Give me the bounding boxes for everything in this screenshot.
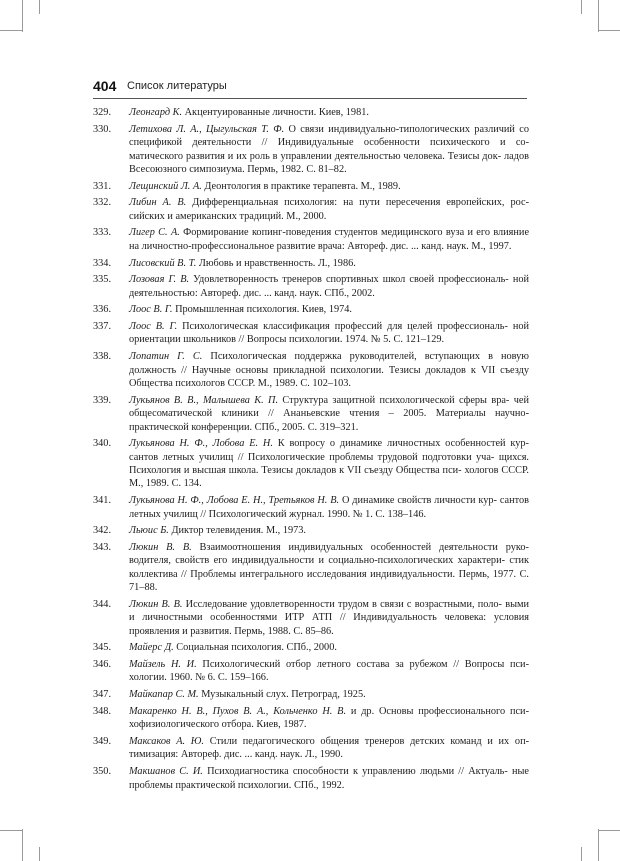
reference-line: хофизиологического отбора. Киев, 1987. (129, 719, 307, 731)
crop-mark (39, 0, 40, 14)
reference-number: 330. (93, 123, 112, 135)
reference-number: 338. (93, 351, 112, 363)
reference-line: Формирование копинг-поведения студентов медицинского вуза и его (183, 227, 490, 239)
reference-line: сантов летных училищ // Психологические проблемы трудовой подготовки уча- (129, 451, 495, 463)
reference-authors: Льюис Б. (129, 525, 169, 537)
reference-line: Акцентуированные личности. Киев, 1981. (184, 107, 369, 118)
reference-line: Психологический отбор летного состава за рубежом // Вопросы пси- (202, 659, 529, 671)
reference-item (93, 303, 529, 316)
reference-line: Деонтология в практике терапевта. М., 1989. (204, 180, 401, 192)
reference-line: наук. М., 1997. (446, 240, 512, 252)
reference-line: О динамике свойств личности кур- (342, 495, 497, 507)
reference-text (129, 641, 529, 654)
reference-number: 347. (93, 689, 112, 701)
reference-item (93, 196, 529, 223)
reference-authors: Максаков А. Ю. (129, 736, 204, 747)
reference-item (93, 765, 529, 792)
reference-number: 333. (93, 227, 112, 239)
reference-line: матического развития и их роль в управлении деятельностью человека. Тезисы док- (129, 150, 502, 162)
reference-line: Музыкальный слух. Петроград, 1925. (201, 689, 366, 701)
reference-authors: Лоос В. Г. (129, 321, 178, 333)
reference-authors: Майерс Д. (129, 642, 174, 654)
reference-item (93, 524, 529, 537)
reference-item (93, 541, 529, 595)
reference-text (129, 494, 529, 521)
reference-line: сантов летных училищ // Психологический журнал. 1990. № 1. С. 138–146. (129, 495, 529, 520)
reference-text (129, 598, 529, 638)
reference-item (93, 320, 529, 347)
reference-item (93, 226, 529, 253)
crop-mark (598, 30, 620, 31)
reference-line: со спецификой деятельности // Индивидуальные особенности психического и со- (129, 123, 530, 149)
reference-item (93, 123, 529, 177)
reference-number: 343. (93, 541, 112, 553)
reference-item (93, 394, 529, 434)
crop-mark (581, 0, 582, 14)
reference-line: Диктор телевидения. М., 1973. (171, 525, 307, 537)
reference-number: 329. (93, 107, 112, 118)
reference-line: Удовлетворенность тренеров спортивных школ своей профессиональ- (193, 274, 509, 286)
page-number: 404 (93, 78, 117, 94)
reference-line: Стили педагогического общения тренеров детских команд и их оп- (209, 736, 530, 747)
reference-line: тимизация: Автореф. дис. ... канд. наук. Л., 1990. (129, 749, 343, 761)
crop-mark (0, 830, 22, 831)
reference-text (129, 524, 529, 537)
reference-number: 348. (93, 705, 112, 717)
reference-number: 332. (93, 197, 112, 209)
reference-item (93, 688, 529, 701)
reference-text (129, 394, 529, 434)
reference-text (129, 688, 529, 701)
reference-line: щихся. Психология и высшая школа. Тезисы докладов к VII съезду Общества пси- (129, 451, 529, 477)
reference-line: водителя, свойств его индивидуальности и социально-психологических характери- (129, 555, 506, 567)
reference-item (93, 257, 529, 270)
reference-text (129, 180, 529, 193)
reference-line: хологов СССР. М., 1989. С. 134. (129, 465, 529, 490)
reference-line: ной ориентации школьников // Вопросы психологии. 1974. № 5. С. 121–129. (129, 321, 529, 346)
reference-line: Психологическая классификация профессий для целей профессиональ- (182, 321, 508, 333)
reference-number: 350. (93, 766, 112, 778)
reference-line: Исследование удовлетворенности трудом в связи с возрастными, поло- (185, 598, 502, 610)
reference-authors: Люкин В. В. (129, 598, 183, 610)
reference-text (129, 541, 529, 595)
reference-number: 344. (93, 598, 112, 610)
reference-item (93, 437, 529, 491)
reference-line: Пермь, 1977. С. 71–88. (129, 568, 530, 594)
reference-line: должность // Научные основы прикладной психологии. Тезисы докладов к VII съезду (129, 364, 529, 376)
reference-authors: Леонгард К. (129, 107, 183, 118)
reference-item (93, 106, 529, 119)
reference-text (129, 257, 529, 270)
reference-number: 335. (93, 274, 112, 286)
reference-item (93, 735, 529, 762)
reference-text (129, 658, 529, 685)
reference-text (129, 320, 529, 347)
crop-mark (598, 829, 599, 861)
reference-line: практической конференции. СПб., 2005. С. 319–321. (129, 421, 359, 433)
reference-line: выми и личностными особенностями ИТР АТП // Индивидуальность человека: (129, 598, 530, 624)
reference-line: хологии. 1960. № 6. С. 159–166. (129, 672, 269, 684)
reference-authors: Лоос В. Г. (129, 304, 173, 316)
reference-line: и др. Основы профессионального пси- (350, 705, 529, 717)
reference-line: ладов Всесоюзного симпозиума. Пермь, 1982. С. 81–82. (129, 150, 530, 175)
reference-item (93, 180, 529, 193)
reference-text (129, 765, 529, 792)
reference-authors: Майзель Н. И. (129, 659, 197, 671)
reference-item (93, 494, 529, 521)
reference-line: Общества психологов СССР. М., 1989. С. 102–103. (129, 377, 352, 389)
reference-authors: Люкин В. В. (129, 541, 192, 553)
reference-line: ные проблемы практической психологии. СПб., 1992. (129, 766, 529, 791)
reference-line: чей общесоматической клиники // Ананьевские чтения – 2005. Материалы научно- (129, 394, 529, 420)
page-header (93, 78, 527, 99)
reference-list (93, 106, 529, 795)
reference-number: 339. (93, 394, 112, 406)
reference-number: 346. (93, 659, 112, 671)
reference-text (129, 273, 529, 300)
reference-number: 331. (93, 180, 112, 192)
reference-item (93, 598, 529, 638)
reference-number: 337. (93, 321, 112, 333)
reference-authors: Макшанов С. И. (129, 766, 203, 778)
crop-mark (581, 847, 582, 861)
reference-item (93, 658, 529, 685)
reference-item (93, 641, 529, 654)
reference-line: ной деятельностью: Автореф. дис. ... канд. наук. СПб., 2002. (129, 274, 529, 299)
reference-number: 341. (93, 495, 112, 507)
crop-mark (39, 847, 40, 861)
reference-authors: Либин А. В. (129, 197, 187, 209)
reference-authors: Лозовая Г. В. (129, 274, 190, 286)
reference-line: Психологическая поддержка руководителей, вступающих в новую (210, 351, 529, 363)
reference-line: условия проявления и развития. Пермь, 1988. С. 85–86. (129, 612, 529, 637)
reference-line: Промышленная психология. Киев, 1974. (175, 304, 352, 316)
reference-text (129, 303, 529, 316)
crop-mark (22, 0, 23, 32)
reference-text (129, 437, 529, 491)
reference-authors: Лукьянов В. В., Малышева К. П. (129, 394, 279, 406)
reference-line: Дифференциальная психология: на пути пересечения европейских, рос- (192, 197, 530, 209)
reference-text (129, 196, 529, 223)
reference-line: Психодиагностика способности к управлению людьми // Актуаль- (207, 766, 508, 778)
reference-number: 342. (93, 525, 112, 537)
reference-authors: Лисовский В. Т. (129, 257, 197, 269)
reference-text (129, 106, 529, 119)
reference-authors: Лукьянова Н. Ф., Лобова Е. Н., Третьяков Н. В. (129, 495, 340, 507)
reference-line: стик коллектива // Проблемы интегрального исследования индивидуальности. (129, 555, 529, 580)
reference-item (93, 273, 529, 300)
reference-line: Взаимоотношения индивидуальных особенностей деятельности руко- (199, 541, 529, 553)
reference-text (129, 705, 529, 732)
crop-mark (598, 830, 620, 831)
reference-line: Структура защитной психологической сферы вра- (282, 394, 510, 406)
reference-text (129, 735, 529, 762)
reference-item (93, 705, 529, 732)
reference-number: 345. (93, 642, 112, 654)
reference-line: сийских и американских традиций. М., 2000. (129, 210, 327, 222)
reference-line: Любовь и нравственность. Л., 1986. (198, 257, 356, 269)
reference-authors: Лукьянова Н. Ф., Лобова Е. Н. (129, 438, 273, 450)
reference-item (93, 350, 529, 390)
reference-authors: Лещинский Л. А. (129, 180, 202, 192)
reference-line: К вопросу о динамике личностных особенностей кур- (277, 438, 529, 450)
reference-number: 336. (93, 304, 112, 316)
crop-mark (22, 829, 23, 861)
reference-authors: Майкапар С. М. (129, 689, 199, 701)
reference-number: 349. (93, 736, 112, 747)
crop-mark (598, 0, 599, 32)
reference-text (129, 123, 529, 177)
reference-number: 340. (93, 438, 112, 450)
reference-text (129, 350, 529, 390)
reference-authors: Летихова Л. А., Цыгульская Т. Ф. (129, 123, 285, 135)
reference-number: 334. (93, 257, 112, 269)
crop-mark (0, 30, 22, 31)
reference-line: О связи индивидуально-типологических различий (288, 123, 515, 135)
reference-line: Социальная психология. СПб., 2000. (176, 642, 337, 654)
reference-text (129, 226, 529, 253)
reference-authors: Макаренко Н. В., Пухов В. А., Кольченко Н. В. (129, 705, 347, 717)
reference-line: влияние на личностно-профессиональное развитие врача: Автореф. дис. ... канд. (129, 227, 530, 252)
running-title: Список литературы (127, 80, 227, 92)
reference-authors: Лигер С. А. (129, 227, 180, 239)
reference-authors: Лопатин Г. С. (129, 351, 203, 363)
